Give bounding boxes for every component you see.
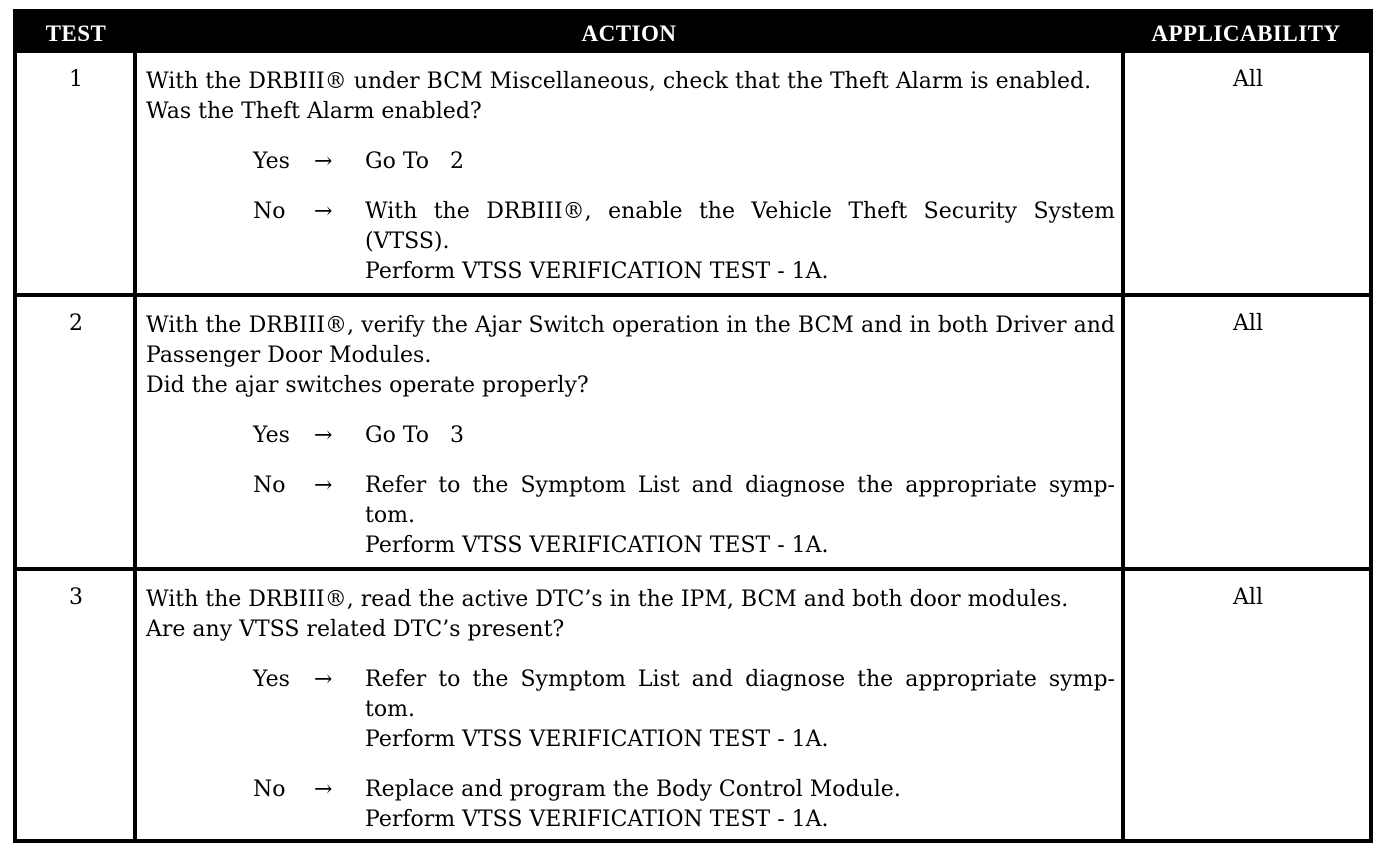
yes-option: [146, 421, 1115, 451]
no-label: No: [253, 777, 286, 802]
yes-result: Go To 3: [365, 423, 464, 448]
table-row: [17, 297, 1369, 567]
no-option: [146, 197, 1115, 287]
question-text: With the DRBIII®, read the active DTC’s in the IPM, BCM and both door modules.: [146, 587, 1069, 612]
no-option: [146, 471, 1115, 561]
no-label: No: [253, 199, 286, 224]
test-number: 2: [69, 311, 83, 336]
no-result: Replace and program the Body Control Module.: [365, 777, 901, 802]
no-option: [146, 775, 1115, 835]
no-result: Perform VTSS VERIFICATION TEST - 1A.: [365, 807, 829, 832]
yes-result: Refer to the Symptom List and diagnose the appropriate symp-tom.: [365, 667, 1115, 722]
table-row: [17, 53, 1369, 293]
arrow-icon: →: [314, 149, 333, 174]
action-cell: [146, 67, 1115, 287]
yes-option: [146, 665, 1115, 755]
test-number: 3: [69, 585, 83, 610]
arrow-icon: →: [314, 667, 333, 692]
yes-label: Yes: [253, 667, 290, 692]
question-text: With the DRBIII®, verify the Ajar Switch operation in the BCM and in both Driver and Passenger Door Modules.: [146, 313, 1115, 368]
applicability-cell: All: [1233, 311, 1263, 336]
no-result: Refer to the Symptom List and diagnose the appropriate symp-tom.: [365, 473, 1115, 528]
no-label: No: [253, 473, 286, 498]
action-cell: [146, 311, 1115, 561]
diagnostic-table: [13, 9, 1373, 843]
arrow-icon: →: [314, 423, 333, 448]
yes-option: [146, 147, 1115, 177]
yes-label: Yes: [253, 423, 290, 448]
test-number: 1: [69, 67, 83, 92]
header-applicability: APPLICABILITY: [1151, 21, 1341, 46]
header-test: TEST: [45, 21, 107, 46]
table-row: [17, 571, 1369, 839]
no-result: Perform VTSS VERIFICATION TEST - 1A.: [365, 259, 829, 284]
question-text: Was the Theft Alarm enabled?: [146, 99, 482, 124]
yes-result: Go To 2: [365, 149, 464, 174]
question-text: Did the ajar switches operate properly?: [146, 373, 589, 398]
no-result: Perform VTSS VERIFICATION TEST - 1A.: [365, 533, 829, 558]
question-text: With the DRBIII® under BCM Miscellaneous, check that the Theft Alarm is enabled.: [146, 69, 1092, 94]
applicability-cell: All: [1233, 67, 1263, 92]
table-header: [17, 13, 1369, 53]
arrow-icon: →: [314, 473, 333, 498]
yes-label: Yes: [253, 149, 290, 174]
yes-result: Perform VTSS VERIFICATION TEST - 1A.: [365, 727, 829, 752]
header-action: ACTION: [581, 21, 677, 46]
arrow-icon: →: [314, 777, 333, 802]
arrow-icon: →: [314, 199, 333, 224]
question-text: Are any VTSS related DTC’s present?: [146, 617, 565, 642]
no-result: With the DRBIII®, enable the Vehicle Theft Security System (VTSS).: [365, 199, 1115, 254]
applicability-cell: All: [1233, 585, 1263, 610]
action-cell: [146, 585, 1115, 835]
